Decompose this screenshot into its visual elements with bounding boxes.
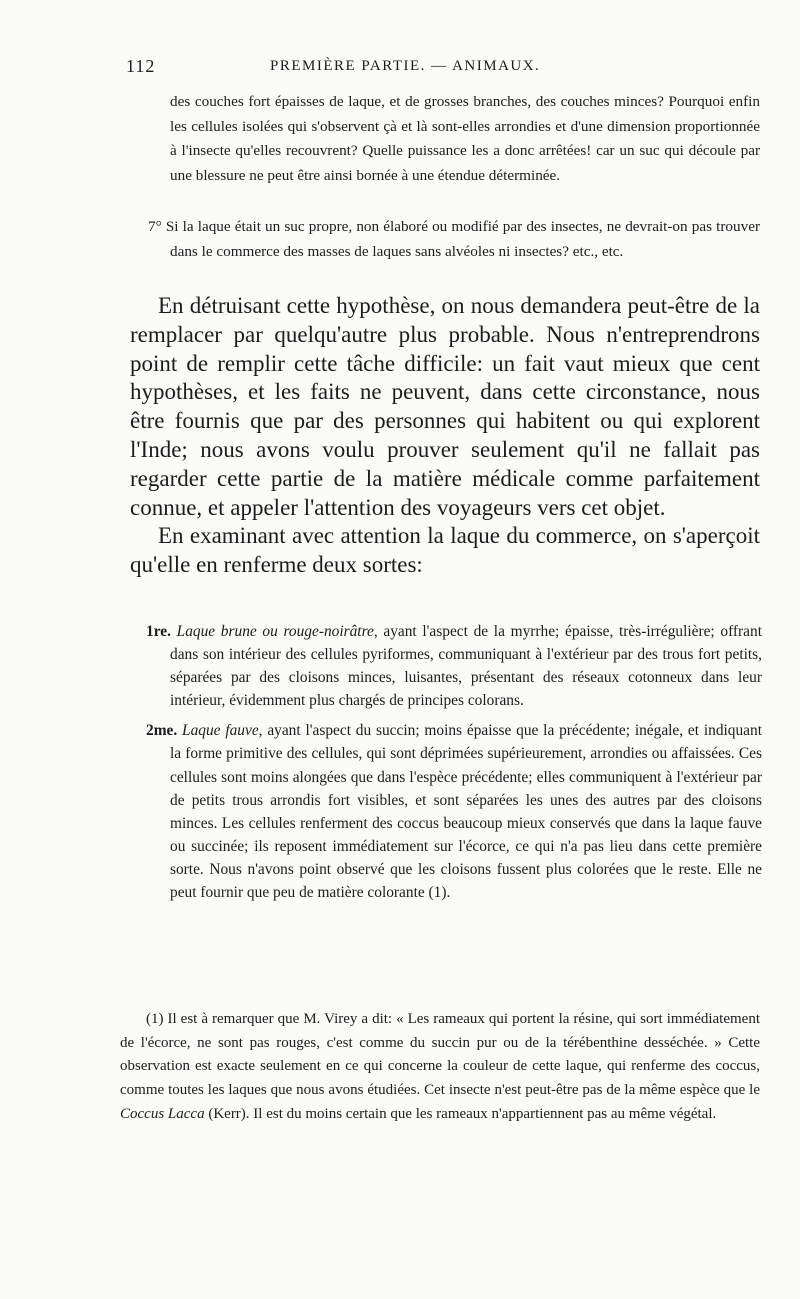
- footnote: [120, 1008, 760, 1127]
- laque-types-list: [146, 620, 762, 911]
- list-item: [146, 620, 762, 712]
- item-number: 2me.: [146, 722, 178, 740]
- running-head: PREMIÈRE PARTIE. — ANIMAUX.: [270, 58, 541, 74]
- continuation-text: des couches fort épaisses de laque, et de grosses branches, des couches minces? Pourquoi enfin les cellules isolées qui s'observent çà et là sont-elles arrondies et d'une dimension proportionnée à l'insecte qu'elles recouvrent? Quelle puissance les a donc arrêtées! car un suc qui découle par une blessure ne peut être ainsi bornée à une étendue déterminée.: [170, 93, 760, 184]
- item-number: 1re.: [146, 623, 171, 640]
- continuation-paragraph: [170, 90, 760, 188]
- footnote-species: Coccus Lacca: [120, 1105, 205, 1122]
- page-number: 112: [126, 56, 156, 76]
- footnote-text-after: (Kerr). Il est du moins certain que les rameaux n'appartiennent pas au même végétal.: [204, 1105, 717, 1122]
- list-item-7-body: [148, 215, 760, 264]
- list-item-7-text: Si la laque était un suc propre, non élaboré ou modifié par des insectes, ne devrait-on pas trouver dans le commerce des masses de laques sans alvéoles ni insectes? etc., etc.: [165, 218, 761, 260]
- item-name: Laque brune ou rouge-noirâtre: [176, 623, 374, 640]
- list-item-7-number: 7°: [148, 218, 162, 235]
- item-name: Laque fauve: [182, 722, 259, 740]
- list-item: [146, 719, 762, 904]
- list-item-7: [148, 215, 760, 264]
- main-text: [130, 292, 760, 580]
- item-description: , ayant l'aspect de la myrrhe; épaisse, très-irrégulière; offrant dans son intérieur des cellules pyriformes, communiquant à l'extérieur par des trous fort petits, séparées par des cloisons minces, luisantes, présentant des réseaux cotonneux dans leur intérieur, évidemment plus chargés de principes colorans.: [170, 623, 762, 710]
- paragraph-1: En détruisant cette hypothèse, on nous demandera peut-être de la remplacer par quelqu'autre plus probable. Nous n'entreprendrons point de remplir cette tâche difficile: un fait vaut mieux que cent hypothèses, et les faits ne peuvent, dans cette circonstance, nous être fournis que par des personnes qui habitent ou qui explorent l'Inde; nous avons voulu prouver seulement qu'il ne fallait pas regarder cette partie de la matière médicale comme parfaitement connue, et appeler l'attention des voyageurs vers cet objet.: [130, 293, 760, 520]
- footnote-text: [120, 1008, 760, 1127]
- paragraph-2: En examinant avec attention la laque du commerce, on s'aperçoit qu'elle en renferme deux sortes:: [130, 523, 760, 578]
- item-description: , ayant l'aspect du succin; moins épaisse que la précédente; inégale, et indiquant la forme primitive des cellules, qui sont déprimées supérieurement, arrondies ou affaissées. Ces cellules sont moins alongées que dans l'espèce précédente; elles communiquent à l'extérieur par de petits trous arrondis fort visibles, et sont séparées les unes des autres par des cloisons minces. Les cellules renferment des coccus beaucoup mieux conservés que dans la laque fauve ou succinée; ils reposent immédiatement sur l'écorce, ce qui n'a pas lieu dans cette première sorte. Nous n'avons point observé que les cloisons fussent plus colorées que le reste. Elle ne peut fournir que peu de matière colorante (1).: [170, 722, 762, 902]
- footnote-text-before: (1) Il est à remarquer que M. Virey a dit: « Les rameaux qui portent la résine, qui sort immédiatement de l'écorce, ne sont pas rouges, c'est comme du succin pur ou de la térébenthine desséchée. » Cette observation est exacte seulement en ce qui concerne la couleur de cette laque, qui renferme des coccus, comme toutes les laques que nous avons étudiées. Cet insecte n'est peut-être pas de la même espèce que le: [120, 1011, 760, 1099]
